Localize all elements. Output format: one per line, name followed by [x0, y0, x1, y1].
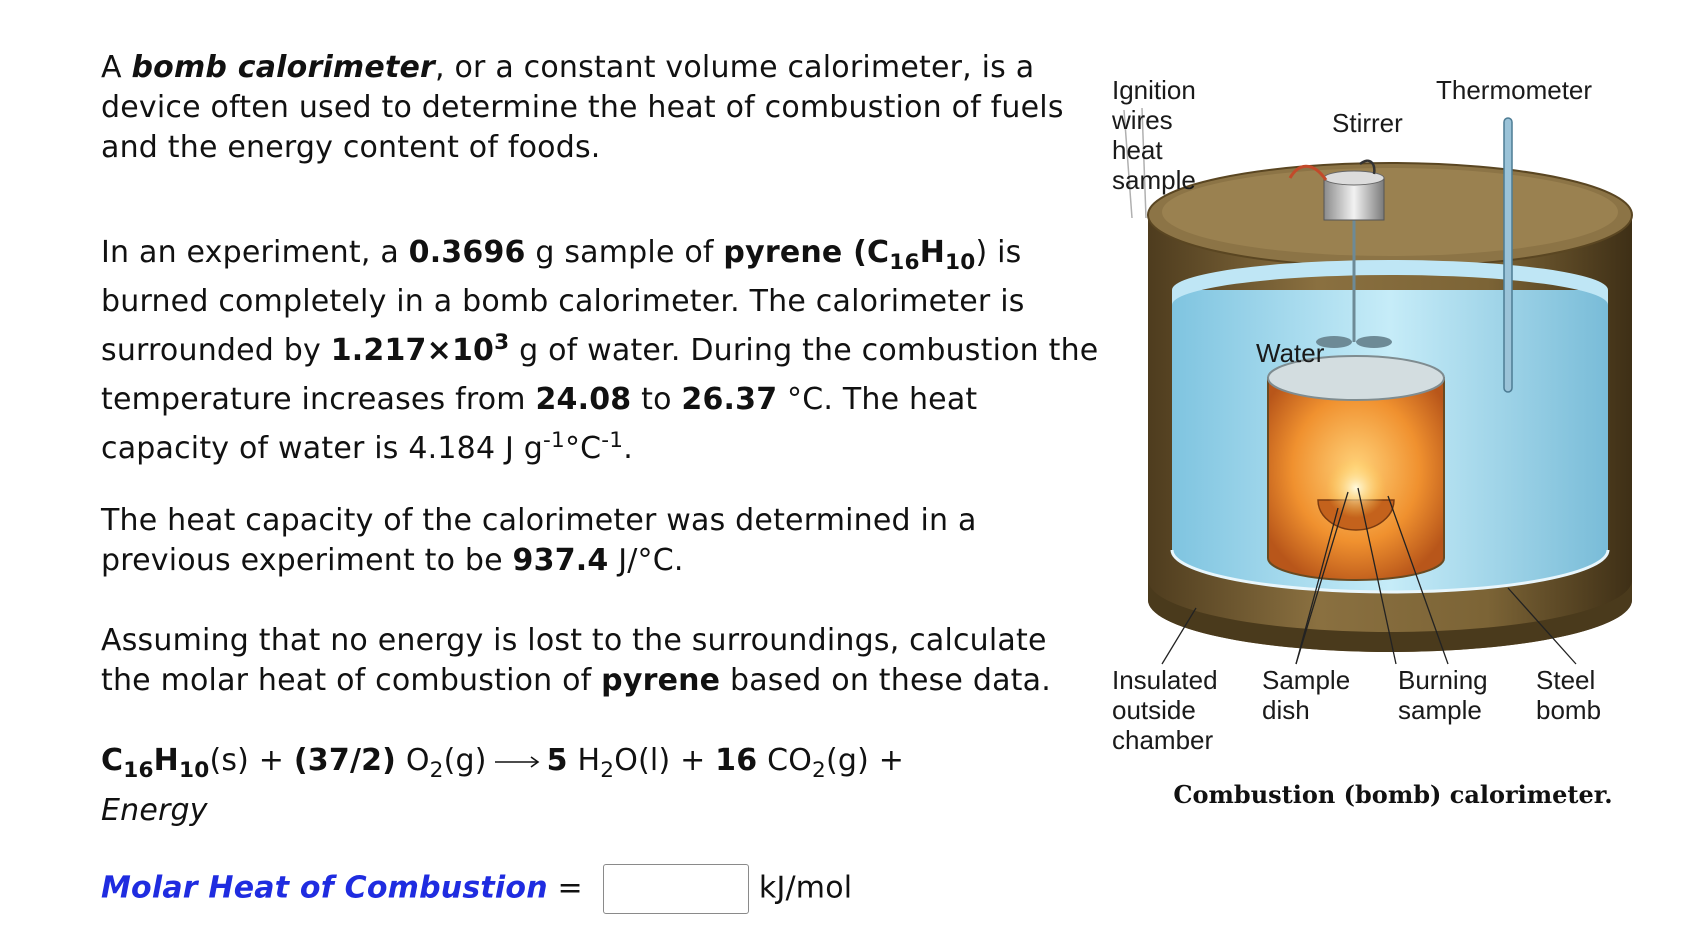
formula-open: (C	[842, 235, 890, 270]
exp-text-4: g of water. During the combustion the temperature increases from	[101, 333, 1099, 417]
label-insulated-line-3: chamber	[1112, 725, 1214, 755]
sample-mass: 0.3696	[408, 235, 526, 270]
exp-text-7: °C	[564, 431, 602, 466]
label-steel-line-2: bomb	[1536, 695, 1602, 725]
calorimeter-paragraph	[101, 501, 1101, 581]
label-sample-dish-line-1: Sample	[1262, 665, 1351, 695]
formula-c-sub: 16	[889, 250, 920, 275]
question-compound: pyrene	[601, 663, 721, 698]
label-stirrer: Stirrer	[1332, 108, 1403, 138]
label-sample-dish-line-2: dish	[1262, 695, 1310, 725]
exp-text-5: to	[631, 382, 682, 417]
label-steel-line-1: Steel	[1536, 665, 1596, 695]
exp-text-2: g sample of	[525, 235, 724, 270]
label-thermometer: Thermometer	[1436, 75, 1593, 105]
question-paragraph	[101, 621, 1101, 701]
answer-label: Molar Heat of Combustion	[101, 870, 548, 906]
eq-h-sub: 10	[178, 758, 210, 783]
eq-energy: Energy	[101, 793, 208, 828]
exp-text-1: In an experiment, a	[101, 235, 409, 270]
label-insulated-line-1: Insulated	[1112, 665, 1218, 695]
reaction-arrow-icon	[493, 755, 541, 769]
eq-h: H	[153, 743, 179, 778]
molar-heat-input[interactable]	[603, 864, 749, 914]
answer-equals: =	[547, 870, 583, 906]
exp-text-3: is burned completely in a bomb calorimeter. The calorimeter is surrounded by	[101, 235, 1025, 368]
eq-co2-sub: 2	[812, 758, 826, 783]
eq-plus-1: (s) +	[209, 743, 294, 778]
exp-text-6: °C. The heat capacity of water is 4.184 J g	[101, 382, 978, 466]
label-burning-line-1: Burning	[1398, 665, 1488, 695]
cal-text: The heat capacity of the calorimeter was determined in a previous experiment to be	[101, 503, 977, 578]
steel-bomb	[1268, 356, 1444, 580]
cal-unit: J/°C.	[608, 543, 684, 578]
eq-h2o-b: O(l) +	[614, 743, 716, 778]
label-burning-sample	[1398, 665, 1488, 725]
eq-h2o-coef: 5	[546, 743, 568, 778]
question-text-1: Assuming that no energy is lost to the surroundings, calculate the molar heat of combustion of	[101, 623, 1047, 698]
eq-o2-state: (g)	[443, 743, 487, 778]
eq-o2-sub: 2	[429, 758, 444, 783]
formula-h: H	[919, 235, 946, 270]
formula-close: )	[975, 235, 988, 270]
compound-name: pyrene	[723, 235, 843, 270]
cal-heat-capacity: 937.4	[512, 543, 609, 578]
label-ignition-line-2: wires	[1112, 105, 1173, 135]
eq-h2o-a: H	[567, 743, 601, 778]
eq-co2-coef: 16	[715, 743, 758, 778]
label-insulated-chamber	[1112, 665, 1218, 755]
unit-exp-2: -1	[601, 428, 624, 453]
figure-caption: Combustion (bomb) calorimeter.	[1173, 780, 1613, 809]
label-ignition-line-4: sample	[1112, 165, 1196, 195]
eq-o2-coef: (37/2)	[293, 743, 397, 778]
intro-paragraph	[101, 48, 1101, 168]
eq-co2-a: CO	[757, 743, 813, 778]
temp-final: 26.37	[681, 382, 778, 417]
term-bomb-calorimeter: bomb calorimeter	[131, 50, 436, 85]
label-steel-bomb	[1536, 665, 1601, 725]
unit-exp-1: -1	[543, 428, 565, 453]
thermometer-rod	[1504, 118, 1512, 392]
eq-h2o-sub: 2	[600, 758, 615, 783]
label-ignition-wires	[1112, 75, 1196, 195]
temp-initial: 24.08	[535, 382, 632, 417]
exp-text-8: .	[623, 431, 633, 466]
label-water: Water	[1256, 338, 1325, 368]
label-burning-line-2: sample	[1398, 695, 1482, 725]
question-text-2: based on these data.	[720, 663, 1051, 698]
label-ignition-line-3: heat	[1112, 135, 1163, 165]
eq-c: C	[101, 743, 124, 778]
water-mass: 1.217×10	[330, 333, 495, 368]
combustion-equation	[101, 736, 1101, 836]
intro-rest: , or a constant volume calorimeter, is a device often used to determine the heat of combustion of fuels and the energy content of foods.	[101, 50, 1064, 165]
eq-o2: O	[396, 743, 430, 778]
label-ignition-line-1: Ignition	[1112, 75, 1196, 105]
answer-unit: kJ/mol	[758, 870, 853, 906]
eq-c-sub: 16	[123, 758, 154, 783]
label-sample-dish	[1262, 665, 1350, 725]
eq-co2-b: (g) +	[825, 743, 905, 778]
experiment-paragraph	[101, 228, 1101, 473]
label-insulated-line-2: outside	[1112, 695, 1196, 725]
calorimeter-figure	[1112, 60, 1672, 880]
water-mass-exp: 3	[494, 330, 510, 355]
answer-row	[101, 864, 1101, 914]
formula-h-sub: 10	[945, 250, 976, 275]
intro-lead: A	[101, 50, 132, 85]
